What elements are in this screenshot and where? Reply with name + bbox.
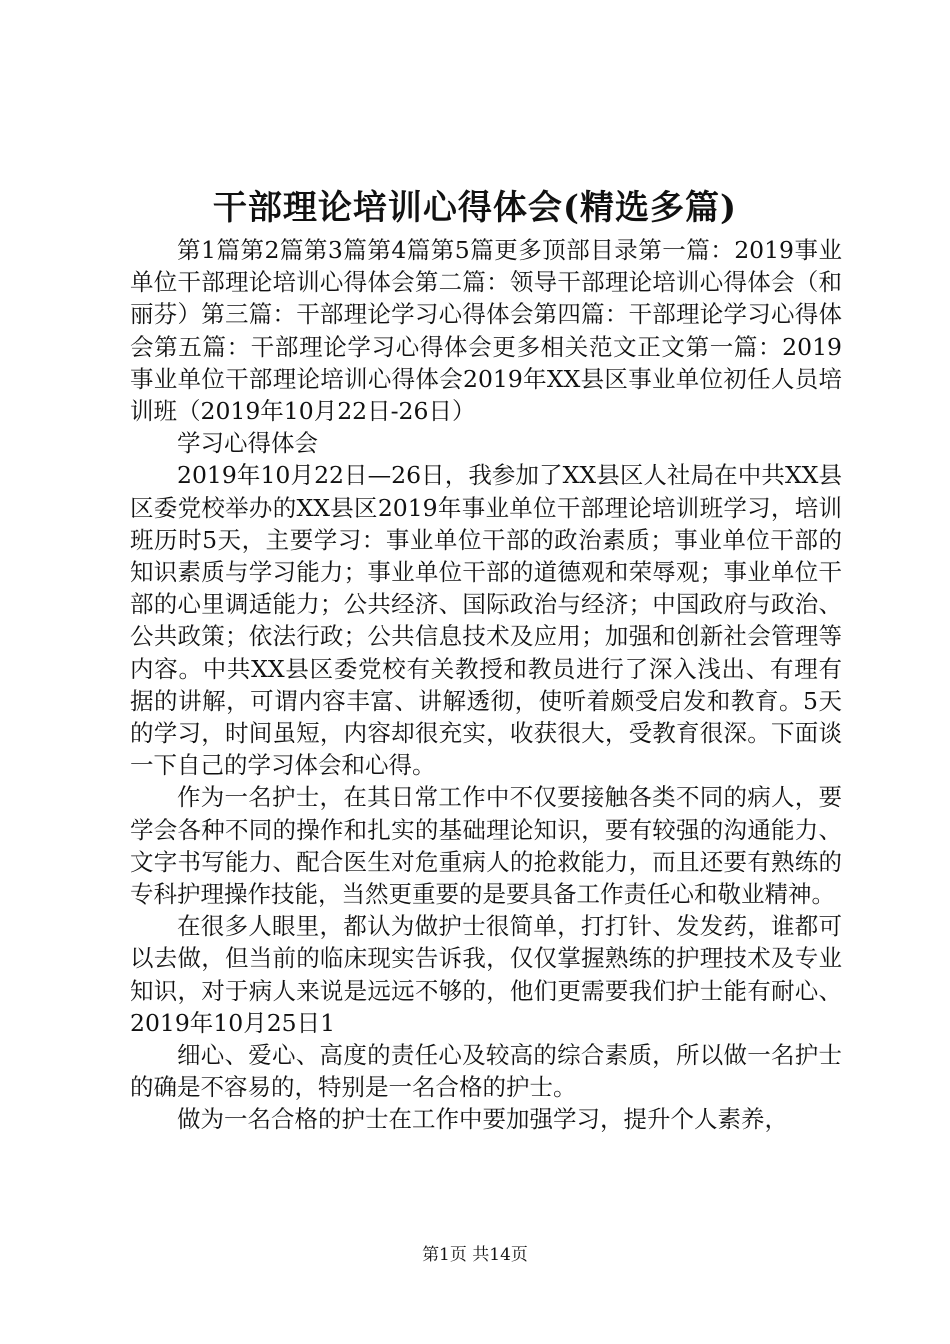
paragraph-nurse-perception: 在很多人眼里，都认为做护士很简单，打打针、发发药，谁都可以去做，但当前的临床现实告诉我，仅仅掌握熟练的护理技术及专业知识，对于病人来说是远远不够的，他们更需要我们护士能有耐心、2019年10月25日1 bbox=[130, 912, 842, 1037]
document-body bbox=[130, 234, 842, 1136]
paragraph-nurse-learning: 做为一名合格的护士在工作中要加强学习，提升个人素养， bbox=[177, 1105, 788, 1134]
paragraph-heading: 学习心得体会 bbox=[177, 429, 318, 458]
paragraph-training: 2019年10月22日—26日，我参加了XX县区人社局在中共XX县区委党校举办的XX县区2019年事业单位干部理论培训班学习，培训班历时5天，主要学习：事业单位干部的政治素质；事业单位干部的知识素质与学习能力；事业单位干部的道德观和荣辱观；事业单位干部的心里调适能力；公共经济、国际政治与经济；中国政府与政治、公共政策；依法行政；公共信息技术及应用；加强和创新社会管理等内容。中共XX县区委党校有关教授和教员进行了深入浅出、有理有据的讲解，可谓内容丰富、讲解透彻，使听着颇受启发和教育。5天的学习，时间虽短，内容却很充实，收获很大，受教育很深。下面谈一下自己的学习体会和心得。 bbox=[130, 461, 842, 780]
page-footer: 第1页 共14页 bbox=[422, 1245, 528, 1265]
paragraph-nurse-qualities: 细心、爱心、高度的责任心及较高的综合素质，所以做一名护士的确是不容易的，特别是一名合格的护士。 bbox=[130, 1041, 842, 1102]
paragraph-nurse-role: 作为一名护士，在其日常工作中不仅要接触各类不同的病人，要学会各种不同的操作和扎实的基础理论知识，要有较强的沟通能力、文字书写能力、配合医生对危重病人的抢救能力，而且还要有熟练的专科护理操作技能，当然更重要的是要具备工作责任心和敬业精神。 bbox=[130, 783, 842, 909]
document-title: 干部理论培训心得体会(精选多篇) bbox=[212, 188, 738, 228]
paragraph-toc: 第1篇第2篇第3篇第4篇第5篇更多顶部目录第一篇：2019事业单位干部理论培训心得体会第二篇：领导干部理论培训心得体会（和丽芬）第三篇：干部理论学习心得体会第四篇：干部理论学习心得体会第五篇：干部理论学习心得体会更多相关范文正文第一篇：2019事业单位干部理论培训心得体会2019年XX县区事业单位初任人员培训班（2019年10月22日-26日） bbox=[130, 236, 842, 426]
